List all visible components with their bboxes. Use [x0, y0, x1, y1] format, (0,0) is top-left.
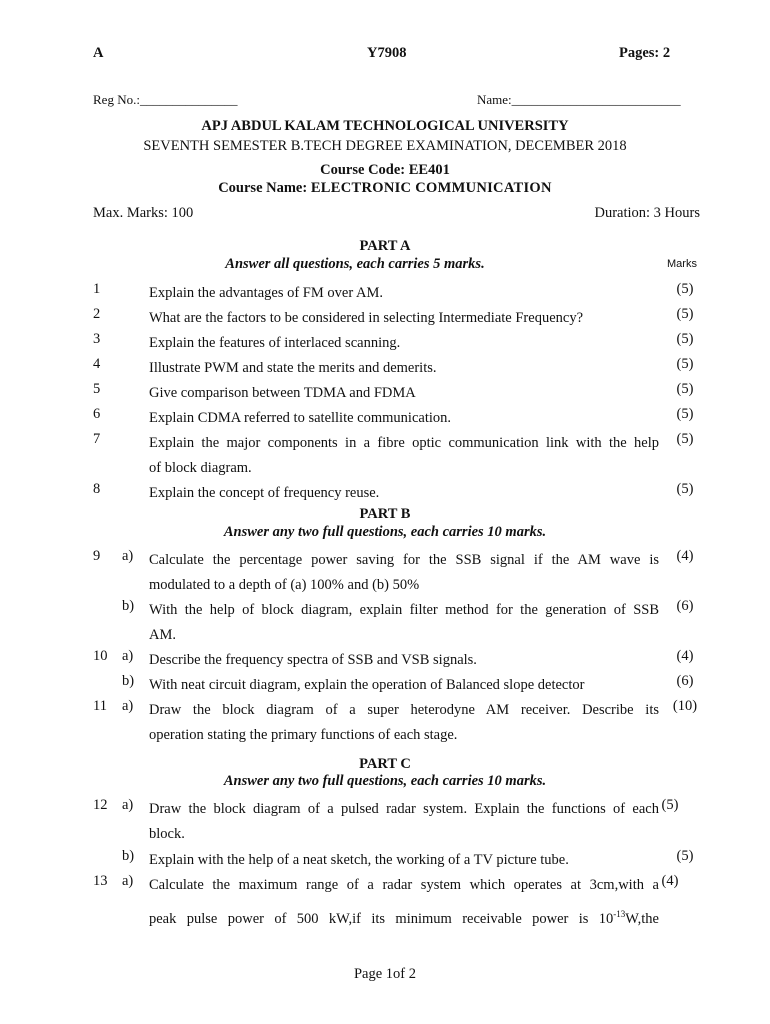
question-text: Explain CDMA referred to satellite communication.	[149, 410, 452, 426]
question-marks: (5)	[676, 848, 694, 864]
question-number: 10	[93, 648, 108, 664]
question-sub-label: b)	[122, 673, 135, 689]
question-sub-label: a)	[122, 648, 134, 664]
question-text-line-2: of block diagram.	[149, 460, 252, 476]
question-marks: (5)	[676, 306, 694, 322]
question-text: Explain the advantages of FM over AM.	[149, 285, 383, 301]
exam-title: SEVENTH SEMESTER B.TECH DEGREE EXAMINATION, DECEMBER 2018	[143, 138, 627, 154]
question-sub-label: a)	[122, 548, 134, 564]
name-field: Name:__________________________	[477, 92, 681, 107]
question-marks: (4)	[676, 648, 694, 664]
part-b-heading: PART B	[359, 506, 411, 522]
question-number: 9	[93, 548, 101, 564]
question-text: With neat circuit diagram, explain the operation of Balanced slope detector	[149, 677, 585, 693]
course-name-value: ELECTRONIC COMMUNICATION	[310, 180, 552, 196]
question-text: Explain with the help of a neat sketch, the working of a TV picture tube.	[149, 852, 569, 868]
question-sub-label: b)	[122, 598, 135, 614]
question-text-line-1: Draw the block diagram of a super heterodyne AM receiver. Describe its	[149, 702, 659, 718]
part-b-instruction: Answer any two full questions, each carries 10 marks.	[223, 524, 547, 540]
question-text-line-1: Explain the major components in a fibre optic communication link with the help	[149, 435, 659, 451]
question-number: 6	[93, 406, 101, 422]
question-number: 8	[93, 481, 101, 497]
question-text: Give comparison between TDMA and FDMA	[149, 385, 416, 401]
question-number: 11	[93, 698, 107, 714]
question-marks: (4)	[661, 873, 679, 889]
question-sub-label: b)	[122, 848, 135, 864]
exponent: -13	[613, 909, 626, 919]
line-2-text: peak pulse power of 500 kW,if its minimum receivable power is 10	[149, 910, 614, 927]
question-number: 5	[93, 381, 101, 397]
page-footer: Page 1of 2	[353, 966, 416, 982]
duration: Duration: 3 Hours	[594, 205, 700, 221]
question-marks: (10)	[672, 698, 698, 714]
part-a-heading: PART A	[359, 238, 411, 254]
question-marks: (4)	[676, 548, 694, 564]
part-c-heading: PART C	[359, 756, 411, 772]
part-c-instruction: Answer any two full questions, each carries 10 marks.	[223, 773, 547, 789]
question-marks: (5)	[676, 431, 694, 447]
max-marks: Max. Marks: 100	[93, 205, 194, 221]
question-marks: (6)	[676, 673, 694, 689]
question-text-line-2: operation stating the primary functions of each stage.	[149, 727, 458, 743]
question-text-line-2: block.	[149, 826, 185, 842]
question-text-line-1: Calculate the maximum range of a radar system which operates at 3cm,with a	[149, 877, 659, 893]
question-number: 3	[93, 331, 101, 347]
question-text-line-2: modulated to a depth of (a) 100% and (b) 50%	[149, 577, 420, 593]
line-2-text-end: W,the	[625, 910, 659, 927]
question-number: 13	[93, 873, 108, 889]
question-text-line-1: Calculate the percentage power saving for the SSB signal if the AM wave is	[149, 552, 659, 568]
marks-column-header: Marks	[667, 258, 697, 270]
question-marks: (6)	[676, 598, 694, 614]
paper-code: Y7908	[367, 45, 407, 61]
pages-count: Pages: 2	[619, 45, 671, 61]
set-label: A	[93, 45, 104, 61]
question-marks: (5)	[676, 356, 694, 372]
question-marks: (5)	[676, 281, 694, 297]
course-name	[0, 180, 770, 197]
question-text-line-1: Draw the block diagram of a pulsed radar system. Explain the functions of each	[149, 801, 659, 817]
course-code: Course Code: EE401	[320, 162, 450, 178]
question-text: Explain the concept of frequency reuse.	[149, 485, 380, 501]
question-text-line-1: With the help of block diagram, explain filter method for the generation of SSB	[149, 602, 659, 618]
question-text: Describe the frequency spectra of SSB and VSB signals.	[149, 652, 477, 668]
question-sub-label: a)	[122, 698, 134, 714]
question-text-line-2	[149, 902, 659, 932]
question-text: Illustrate PWM and state the merits and demerits.	[149, 360, 437, 376]
question-sub-label: a)	[122, 797, 134, 813]
question-number: 1	[93, 281, 101, 297]
university-name: APJ ABDUL KALAM TECHNOLOGICAL UNIVERSITY	[201, 118, 569, 134]
part-a-instruction: Answer all questions, each carries 5 marks.	[225, 256, 485, 272]
question-text: What are the factors to be considered in selecting Intermediate Frequency?	[149, 310, 584, 326]
question-marks: (5)	[676, 331, 694, 347]
question-marks: (5)	[661, 797, 679, 813]
course-name-label: Course Name:	[218, 180, 311, 196]
question-marks: (5)	[676, 406, 694, 422]
question-text: Explain the features of interlaced scanning.	[149, 335, 401, 351]
reg-no-field: Reg No.:_______________	[93, 92, 238, 107]
question-marks: (5)	[676, 481, 694, 497]
question-text-line-2: AM.	[149, 627, 176, 643]
question-sub-label: a)	[122, 873, 134, 889]
question-number: 12	[93, 797, 108, 813]
question-number: 7	[93, 431, 101, 447]
question-number: 4	[93, 356, 101, 372]
question-number: 2	[93, 306, 101, 322]
question-marks: (5)	[676, 381, 694, 397]
